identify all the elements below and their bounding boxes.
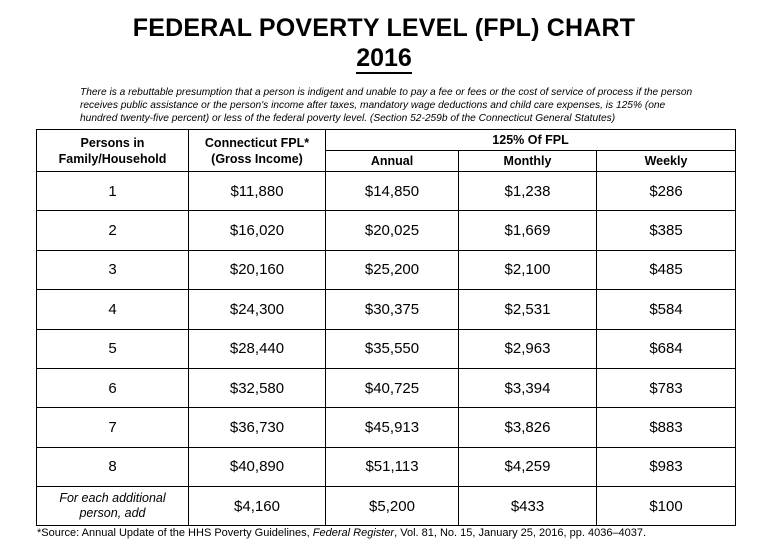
cell-weekly: $783 (597, 368, 736, 407)
cell-monthly: $1,669 (459, 211, 597, 250)
source-italic: Federal Register (312, 527, 395, 539)
cell-persons: 5 (37, 329, 189, 368)
intro-paragraph: There is a rebuttable presumption that a person is indigent and unable to pay a fee or fees or the cost of service of process if the person receives public assistance or the person's income after taxes, mandatory wage deductions and child care expenses, is 125% (one hundred twenty-five percent) or less of the federal poverty level. (Section 52-259b of the Connecticut General Statutes) (80, 87, 693, 124)
cell-annual: $35,550 (326, 329, 459, 368)
cell-ct-fpl: $20,160 (189, 250, 326, 289)
cell-ct-fpl: $40,890 (189, 447, 326, 486)
header-weekly: Weekly (597, 151, 736, 172)
table-row (37, 172, 736, 211)
cell-weekly: $385 (597, 211, 736, 250)
cell-annual: $30,375 (326, 290, 459, 329)
header-persons: Persons in Family/Household (37, 130, 189, 172)
table-row (37, 408, 736, 447)
cell-ct-fpl: $28,440 (189, 329, 326, 368)
cell-annual: $45,913 (326, 408, 459, 447)
table-row (37, 368, 736, 407)
header-125-group: 125% Of FPL (326, 130, 736, 151)
source-footnote (37, 527, 757, 540)
table-row (37, 329, 736, 368)
cell-persons: 7 (37, 408, 189, 447)
cell-ct-fpl: $36,730 (189, 408, 326, 447)
cell-annual: $25,200 (326, 250, 459, 289)
cell-persons: 4 (37, 290, 189, 329)
cell-weekly: $983 (597, 447, 736, 486)
cell-annual: $5,200 (326, 487, 459, 526)
cell-monthly: $4,259 (459, 447, 597, 486)
cell-persons: 3 (37, 250, 189, 289)
cell-ct-fpl: $32,580 (189, 368, 326, 407)
cell-weekly: $286 (597, 172, 736, 211)
cell-persons: 6 (37, 368, 189, 407)
header-ct-fpl: Connecticut FPL* (Gross Income) (189, 130, 326, 172)
page-year (0, 44, 768, 73)
table-row (37, 250, 736, 289)
table-row-additional (37, 487, 736, 526)
page-title: FEDERAL POVERTY LEVEL (FPL) CHART (132, 14, 636, 42)
cell-ct-fpl: $16,020 (189, 211, 326, 250)
cell-monthly: $433 (459, 487, 597, 526)
source-prefix: *Source: Annual Update of the HHS Poverty Guidelines, (37, 527, 313, 539)
cell-persons: 8 (37, 447, 189, 486)
cell-weekly: $100 (597, 487, 736, 526)
year-text: 2016 (356, 44, 412, 72)
header-monthly: Monthly (459, 151, 597, 172)
cell-weekly: $485 (597, 250, 736, 289)
cell-ct-fpl: $24,300 (189, 290, 326, 329)
cell-monthly: $2,100 (459, 250, 597, 289)
table-row (37, 211, 736, 250)
table-row (37, 290, 736, 329)
cell-ct-fpl: $11,880 (189, 172, 326, 211)
cell-monthly: $2,963 (459, 329, 597, 368)
cell-annual: $20,025 (326, 211, 459, 250)
cell-persons: 1 (37, 172, 189, 211)
cell-annual: $40,725 (326, 368, 459, 407)
cell-monthly: $3,394 (459, 368, 597, 407)
cell-monthly: $2,531 (459, 290, 597, 329)
cell-monthly: $1,238 (459, 172, 597, 211)
cell-weekly: $883 (597, 408, 736, 447)
additional-label-line2: person, add (79, 506, 146, 521)
cell-annual: $14,850 (326, 172, 459, 211)
cell-weekly: $684 (597, 329, 736, 368)
cell-ct-fpl: $4,160 (189, 487, 326, 526)
cell-annual: $51,113 (326, 447, 459, 486)
source-suffix: , Vol. 81, No. 15, January 25, 2016, pp. 4036–4037. (394, 527, 647, 539)
header-annual: Annual (326, 151, 459, 172)
cell-weekly: $584 (597, 290, 736, 329)
table-row (37, 447, 736, 486)
additional-label-line1: For each additional (59, 491, 166, 506)
fpl-table (36, 129, 736, 526)
cell-monthly: $3,826 (459, 408, 597, 447)
cell-additional-persons (37, 487, 189, 526)
cell-persons: 2 (37, 211, 189, 250)
